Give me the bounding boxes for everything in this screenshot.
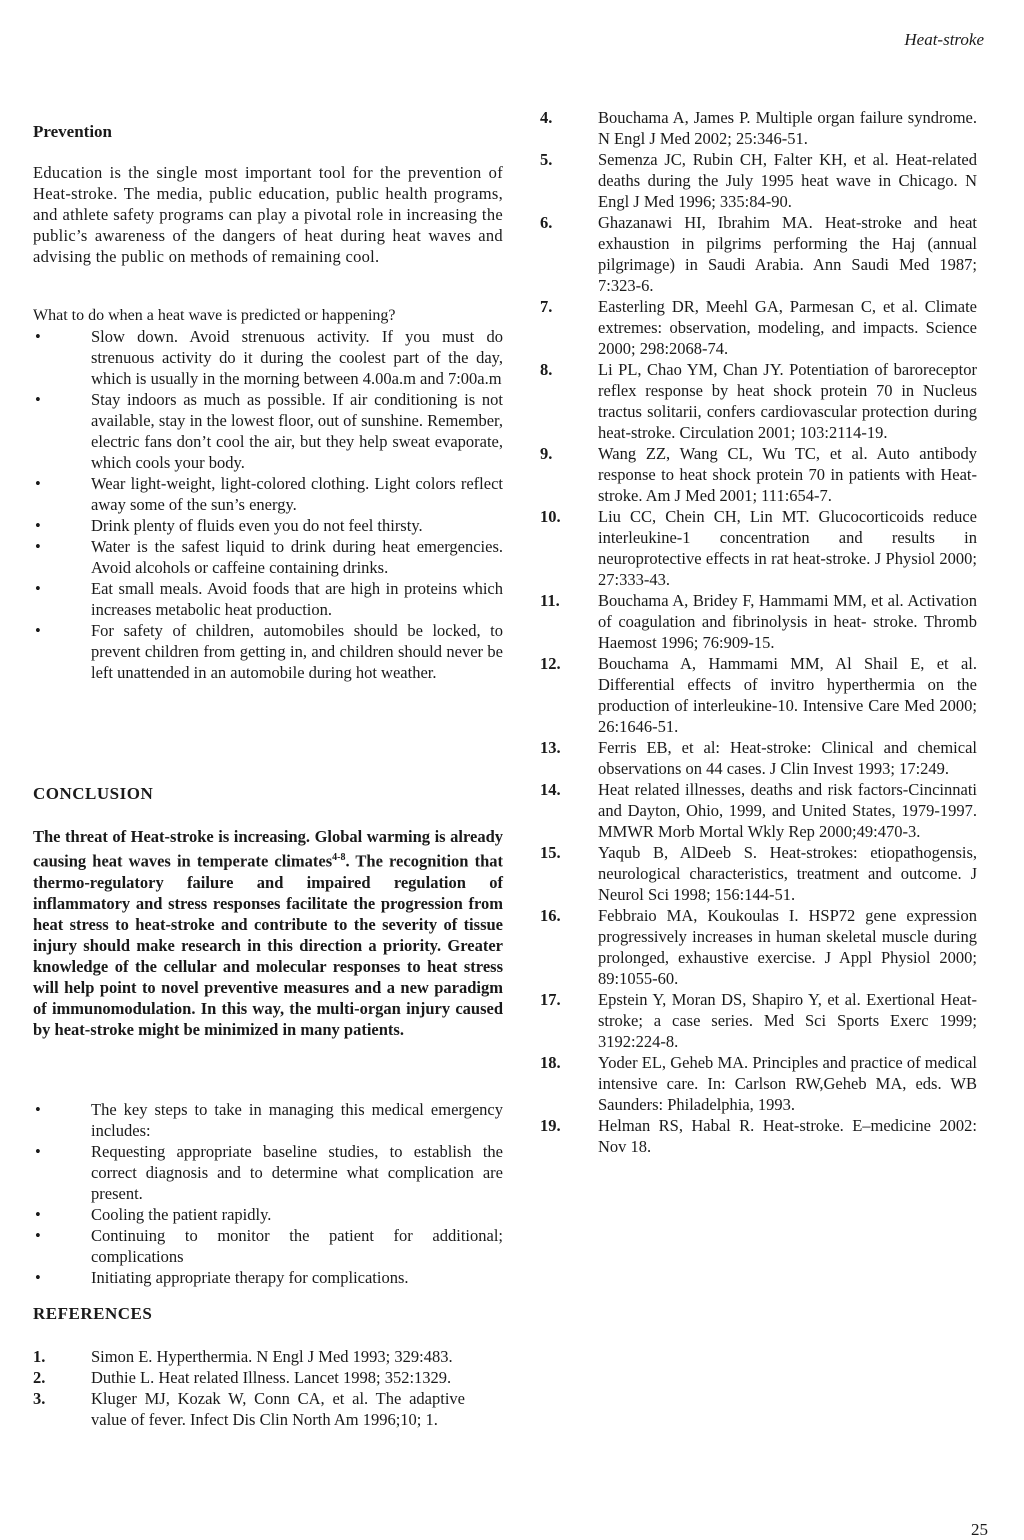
- list-item: • Drink plenty of fluids even you do not feel thirsty.: [35, 516, 423, 535]
- list-item: • Requesting appropriate baseline studies, to establish the correct diagnosis and to determine what complication are present.: [35, 1142, 503, 1203]
- reference-item: 2. Duthie L. Heat related Illness. Lancet 1998; 352:1329.: [33, 1368, 452, 1387]
- conclusion-bullet-list: [33, 1099, 503, 1288]
- reference-item: 13. Ferris EB, et al: Heat-stroke: Clinical and chemical observations on 44 cases. J Clin Invest 1993; 17:249.: [540, 738, 977, 778]
- prevention-bullet-list: [33, 326, 503, 683]
- reference-item: 7. Easterling DR, Meehl GA, Parmesan C, et al. Climate extremes: observation, modeling, and impacts. Science 2000; 298:2068-74.: [540, 297, 977, 358]
- reference-item: 6. Ghazanawi HI, Ibrahim MA. Heat-stroke and heat exhaustion in pilgrims performing the Haj (annual pilgrimage) in Saudi Arabia. Ann Saudi Med 1987; 7:323-6.: [540, 213, 977, 295]
- list-item: • Slow down. Avoid strenuous activity. If you must do strenuous activity do it during the coolest part of the day, which is usually in the morning between 4.00a.m and 7:00a.m: [35, 327, 503, 388]
- page-number: 25: [971, 1520, 988, 1539]
- list-item: • Cooling the patient rapidly.: [35, 1205, 272, 1224]
- reference-item: 15. Yaqub B, AlDeeb S. Heat-strokes: etiopathogensis, neurological characteristics, treatment and outcome. J Neurol Sci 1998; 156:144-51.: [540, 843, 977, 904]
- list-item: • The key steps to take in managing this medical emergency includes:: [35, 1100, 503, 1140]
- reference-item: 5. Semenza JC, Rubin CH, Falter KH, et al. Heat-related deaths during the July 1995 heat wave in Chicago. N Engl J Med 1996; 335:84-90.: [540, 150, 977, 211]
- reference-item: 19. Helman RS, Habal R. Heat-stroke. E–medicine 2002: Nov 18.: [540, 1116, 977, 1156]
- reference-item: 10. Liu CC, Chein CH, Lin MT. Glucocorticoids reduce interleukine-1 concentration and results in neuroprotective effects in rat heat-stroke. J Physiol 2000; 27:333-43.: [540, 507, 977, 589]
- bullet-icon: •: [35, 1205, 41, 1224]
- bullet-icon: •: [35, 1268, 41, 1287]
- list-item: • Wear light-weight, light-colored clothing. Light colors reflect away some of the sun’s energy.: [35, 474, 503, 514]
- conclusion-text: The threat of Heat-stroke is increasing. Global warming is already causing heat waves in temperate climates$^{4-8}$. The recognition that thermo-regulatory failure and impaired regulation of inflammatory and stress responses facilitate the progression from heat stress to heat-stroke and contribute to the severity of tissue injury should make research in this direction a priority. Greater knowledge of the cellular and molecular responses to heat stress will help point to novel preventive measures and a new paradigm of immunomodulation. In this way, the multi-organ injury caused by heat-stroke might be minimized in many patients.: [33, 827, 504, 1039]
- prevention-paragraph: Education is the single most important tool for the prevention of Heat-stroke. The media, public education, public health programs, and athlete safety programs can play a pivotal role in increasing the public’s awareness of the dangers of heat during heat waves and advising the public on methods of remaining cool.: [33, 163, 503, 266]
- bullet-icon: •: [35, 474, 41, 493]
- bullet-icon: •: [35, 579, 41, 598]
- list-item: • Stay indoors as much as possible. If air conditioning is not available, stay in the lowest floor, out of sunshine. Remember, electric fans don’t cool the air, but they help sweat evaporate, which cools your body.: [35, 390, 503, 472]
- running-head: Heat-stroke: [904, 30, 984, 49]
- reference-item: 3. Kluger MJ, Kozak W, Conn CA, et al. The adaptive value of fever. Infect Dis Clin North Am 1996;10; 1.: [33, 1389, 465, 1429]
- reference-item: 12. Bouchama A, Hammami MM, Al Shail E, et al. Differential effects of invitro hyperthermia on the production of interleukine-10. Intensive Care Med 2000; 26:1646-51.: [540, 654, 977, 736]
- bullet-icon: •: [35, 1142, 41, 1161]
- reference-item: 17. Epstein Y, Moran DS, Shapiro Y, et al. Exertional Heat-stroke; a case series. Med Sci Sports Exerc 1999; 3192:224-8.: [540, 990, 977, 1051]
- bullet-icon: •: [35, 1226, 41, 1245]
- bullet-icon: •: [35, 390, 41, 409]
- prevention-heading: Prevention: [33, 122, 113, 141]
- conclusion-heading: CONCLUSION: [33, 784, 154, 803]
- list-item: • Continuing to monitor the patient for additional; complications: [35, 1226, 503, 1266]
- reference-item: 11. Bouchama A, Bridey F, Hammami MM, et al. Activation of coagulation and fibrinolysis in heat- stroke. Thromb Haemost 1996; 76:909-15.: [540, 591, 977, 652]
- reference-item: 8. Li PL, Chao YM, Chan JY. Potentiation of baroreceptor reflex response by heat shock protein 70 in Nucleus tractus solitarii, confers cardiovascular protection during heat-stroke. Circulation 2001; 103:2114-19.: [540, 360, 977, 442]
- reference-item: 14. Heat related illnesses, deaths and risk factors-Cincinnati and Dayton, Ohio, 1999, and United States, 1979-1997. MMWR Morb Mortal Wkly Rep 2000;49:470-3.: [540, 780, 977, 841]
- bullet-icon: •: [35, 537, 41, 556]
- reference-item: 4. Bouchama A, James P. Multiple organ failure syndrome. N Engl J Med 2002; 25:346-51.: [540, 108, 977, 148]
- bullet-icon: •: [35, 516, 41, 535]
- reference-item: 16. Febbraio MA, Koukoulas I. HSP72 gene expression progressively increases in human skeletal muscle during prolonged, exhaustive exercise. J Appl Physiol 2000; 89:1055-60.: [540, 906, 977, 988]
- reference-item: 9. Wang ZZ, Wang CL, Wu TC, et al. Auto antibody response to heat shock protein 70 in patients with Heat-stroke. Am J Med 2001; 111:654-7.: [540, 444, 977, 505]
- list-item: • Eat small meals. Avoid foods that are high in proteins which increases metabolic heat production.: [35, 579, 503, 619]
- heat-wave-question: What to do when a heat wave is predicted or happening?: [33, 307, 396, 324]
- list-item: • For safety of children, automobiles should be locked, to prevent children from getting in, and children should never be left unattended in an automobile during hot weather.: [35, 621, 503, 682]
- references-heading: REFERENCES: [33, 1304, 153, 1323]
- bullet-icon: •: [35, 1100, 41, 1119]
- reference-item: 18. Yoder EL, Geheb MA. Principles and practice of medical intensive care. In: Carlson RW,Geheb MA, eds. WB Saunders: Philadelphia, 1993.: [540, 1053, 977, 1114]
- references-list-right: [540, 107, 977, 1157]
- bullet-icon: •: [35, 327, 41, 346]
- references-list-left: [33, 1346, 465, 1430]
- bullet-icon: •: [35, 621, 41, 640]
- list-item: • Water is the safest liquid to drink during heat emergencies. Avoid alcohols or caffeine containing drinks.: [35, 537, 503, 577]
- list-item: • Initiating appropriate therapy for complications.: [35, 1268, 409, 1287]
- reference-item: 1. Simon E. Hyperthermia. N Engl J Med 1993; 329:483.: [33, 1347, 453, 1366]
